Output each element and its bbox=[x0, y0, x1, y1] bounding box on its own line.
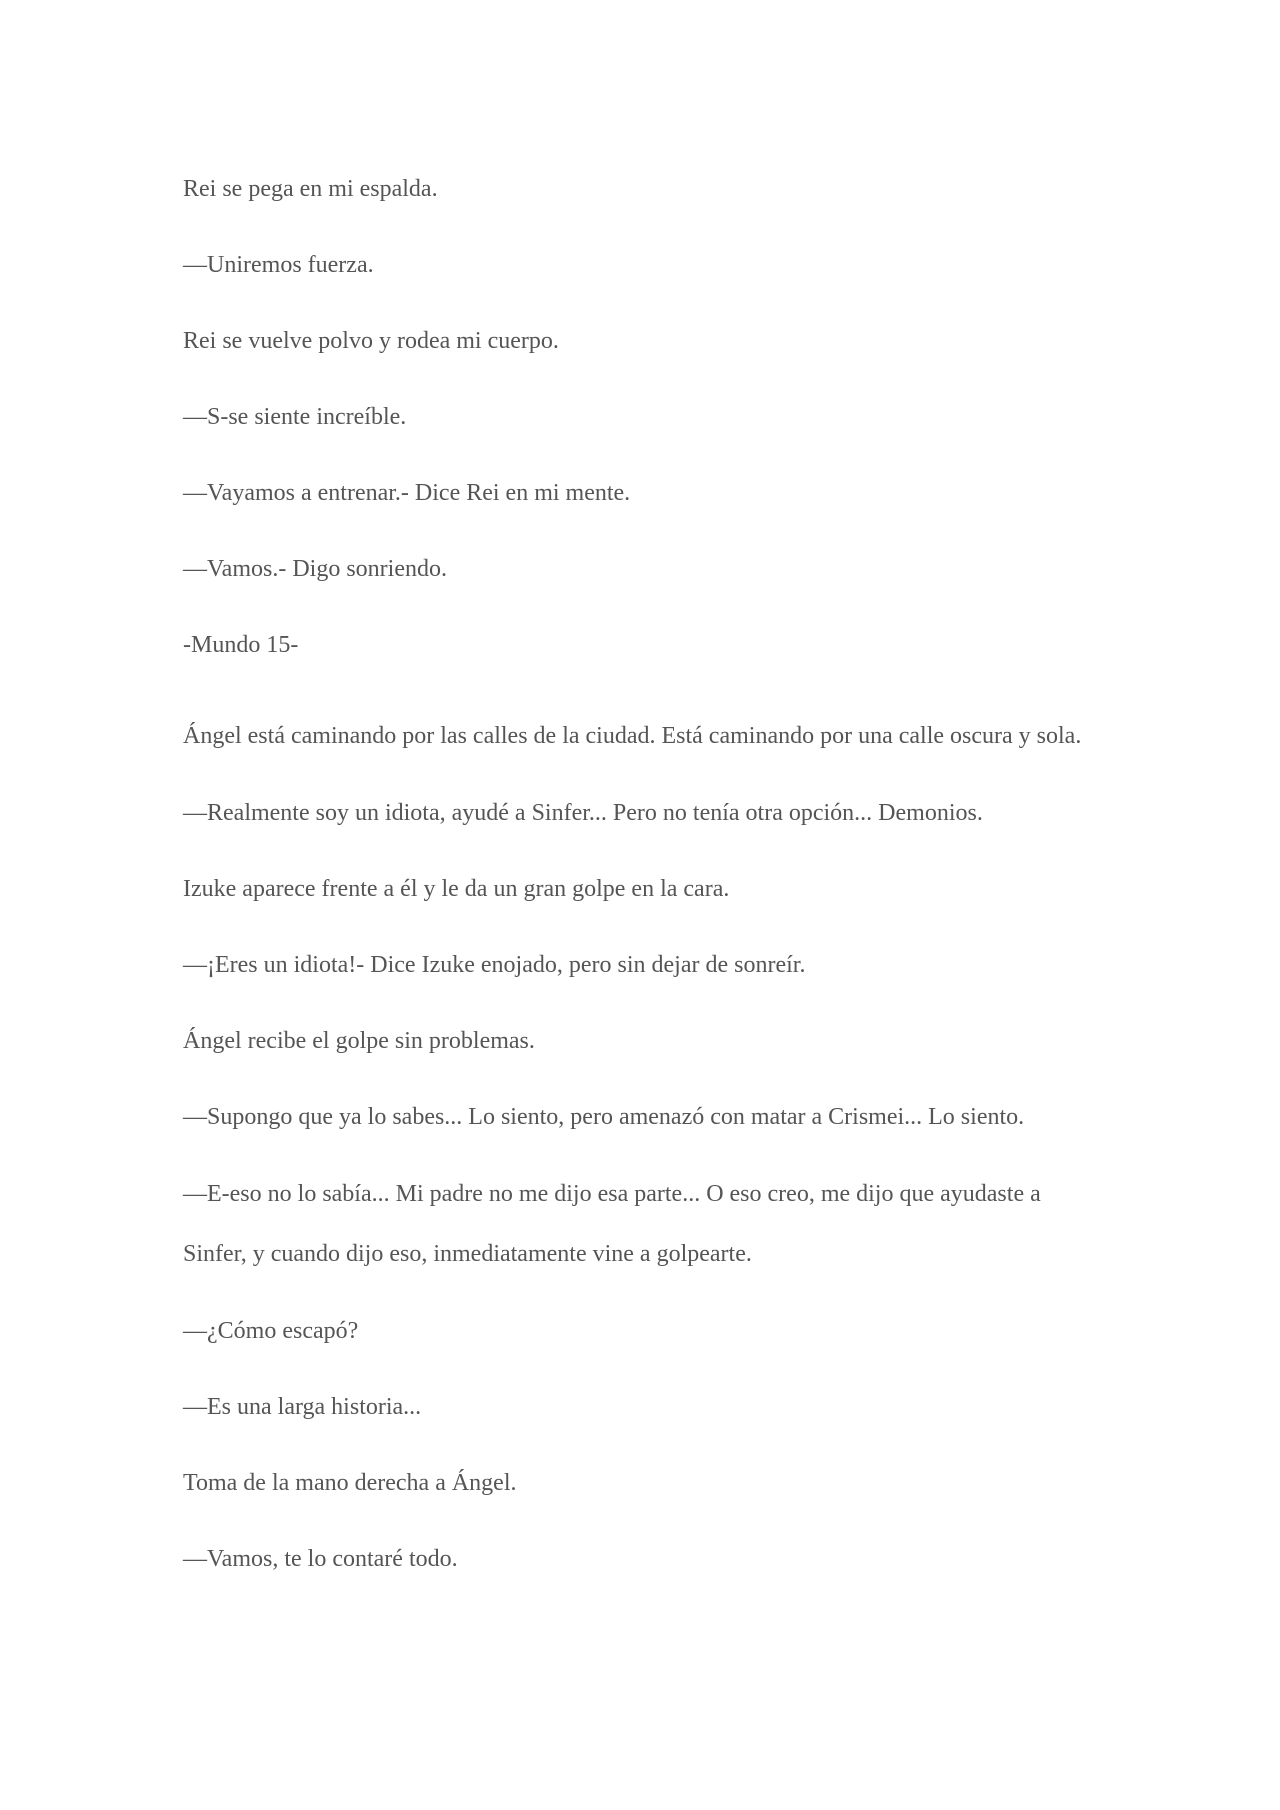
paragraph: Ángel está caminando por las calles de la ciudad. Está caminando por una calle oscura y sola. bbox=[183, 723, 1082, 749]
paragraph: —Supongo que ya lo sabes... Lo siento, pero amenazó con matar a Crismei... Lo siento. bbox=[183, 1104, 1025, 1130]
paragraph: Rei se pega en mi espalda. bbox=[183, 176, 438, 202]
paragraph: —E-eso no lo sabía... Mi padre no me dijo esa parte... O eso creo, me dijo que ayudaste a Sinfer, y cuando dijo eso, inmediatamente vine a golpearte. bbox=[183, 1181, 1041, 1267]
paragraph: —Uniremos fuerza. bbox=[183, 252, 374, 278]
paragraph: Rei se vuelve polvo y rodea mi cuerpo. bbox=[183, 328, 559, 354]
paragraph: —¡Eres un idiota!- Dice Izuke enojado, pero sin dejar de sonreír. bbox=[183, 952, 806, 978]
paragraph: —Vamos, te lo contaré todo. bbox=[183, 1546, 458, 1572]
paragraph: —Vayamos a entrenar.- Dice Rei en mi mente. bbox=[183, 480, 631, 506]
paragraph: Ángel recibe el golpe sin problemas. bbox=[183, 1028, 535, 1054]
paragraph: Toma de la mano derecha a Ángel. bbox=[183, 1470, 517, 1496]
paragraph: —¿Cómo escapó? bbox=[183, 1318, 359, 1344]
paragraph: —S-se siente increíble. bbox=[183, 404, 407, 430]
paragraph: —Es una larga historia... bbox=[183, 1394, 422, 1420]
section-heading: -Mundo 15- bbox=[183, 632, 299, 658]
document-body bbox=[183, 174, 1103, 1574]
paragraph: Izuke aparece frente a él y le da un gran golpe en la cara. bbox=[183, 876, 730, 902]
paragraph: —Vamos.- Digo sonriendo. bbox=[183, 556, 447, 582]
paragraph: —Realmente soy un idiota, ayudé a Sinfer... Pero no tenía otra opción... Demonios. bbox=[183, 800, 983, 826]
